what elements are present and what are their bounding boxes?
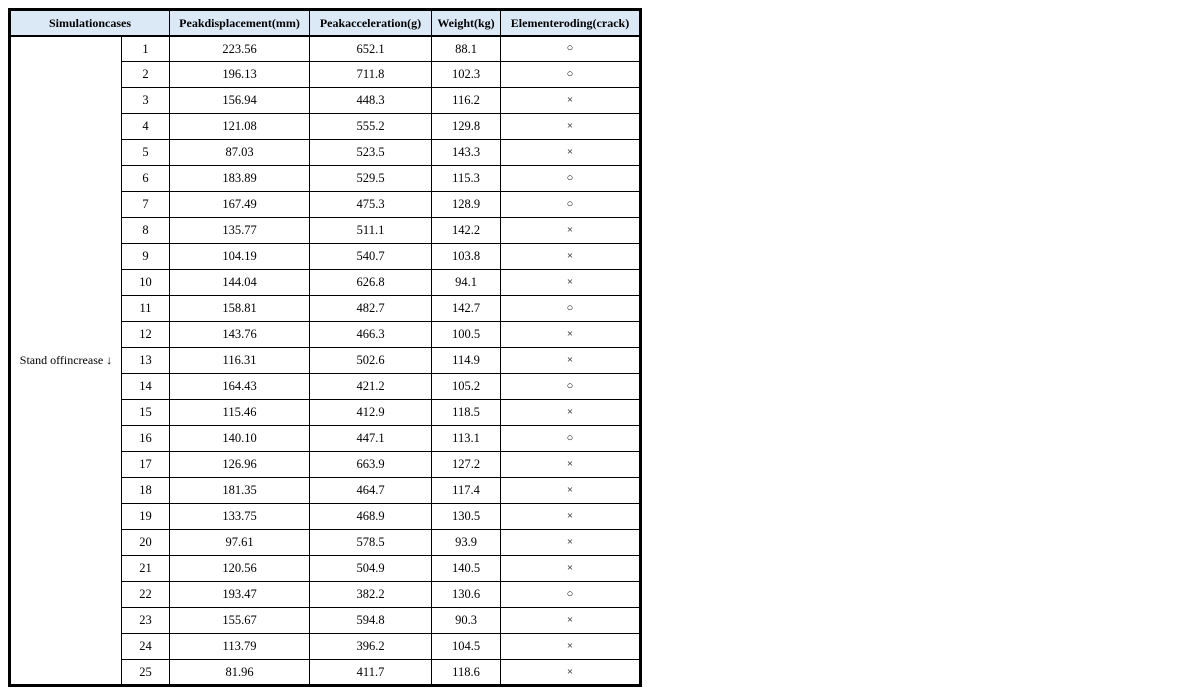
cell-case: 19: [122, 504, 170, 530]
cell-case: 18: [122, 478, 170, 504]
cell-eroding: ×: [501, 530, 641, 556]
cell-displacement: 87.03: [170, 140, 310, 166]
cell-weight: 140.5: [432, 556, 501, 582]
cell-case: 10: [122, 270, 170, 296]
cell-case: 17: [122, 452, 170, 478]
cell-acceleration: 448.3: [310, 88, 432, 114]
cell-case: 14: [122, 374, 170, 400]
cell-weight: 130.6: [432, 582, 501, 608]
cell-displacement: 164.43: [170, 374, 310, 400]
cell-eroding: ×: [501, 322, 641, 348]
cell-displacement: 113.79: [170, 634, 310, 660]
cell-eroding: ×: [501, 504, 641, 530]
cell-displacement: 81.96: [170, 660, 310, 686]
simulation-results-table: [8, 8, 642, 687]
cell-displacement: 181.35: [170, 478, 310, 504]
cell-weight: 128.9: [432, 192, 501, 218]
cell-case: 15: [122, 400, 170, 426]
table-body: [10, 36, 641, 686]
cell-eroding: ×: [501, 400, 641, 426]
cell-eroding: ×: [501, 608, 641, 634]
cell-case: 20: [122, 530, 170, 556]
cell-weight: 114.9: [432, 348, 501, 374]
cell-displacement: 155.67: [170, 608, 310, 634]
cell-case: 6: [122, 166, 170, 192]
cell-eroding: ×: [501, 660, 641, 686]
cell-displacement: 156.94: [170, 88, 310, 114]
cell-eroding: ×: [501, 114, 641, 140]
cell-displacement: 158.81: [170, 296, 310, 322]
cell-case: 4: [122, 114, 170, 140]
cell-displacement: 193.47: [170, 582, 310, 608]
cell-displacement: 121.08: [170, 114, 310, 140]
cell-case: 23: [122, 608, 170, 634]
cell-eroding: ○: [501, 296, 641, 322]
cell-displacement: 97.61: [170, 530, 310, 556]
cell-displacement: 104.19: [170, 244, 310, 270]
cell-case: 8: [122, 218, 170, 244]
cell-acceleration: 382.2: [310, 582, 432, 608]
cell-displacement: 143.76: [170, 322, 310, 348]
cell-weight: 118.5: [432, 400, 501, 426]
cell-eroding: ×: [501, 140, 641, 166]
cell-weight: 94.1: [432, 270, 501, 296]
cell-displacement: 167.49: [170, 192, 310, 218]
cell-displacement: 116.31: [170, 348, 310, 374]
cell-acceleration: 466.3: [310, 322, 432, 348]
cell-weight: 127.2: [432, 452, 501, 478]
cell-case: 5: [122, 140, 170, 166]
cell-weight: 88.1: [432, 36, 501, 62]
table-row: [10, 36, 641, 62]
cell-acceleration: 663.9: [310, 452, 432, 478]
cell-eroding: ○: [501, 192, 641, 218]
cell-case: 2: [122, 62, 170, 88]
cell-acceleration: 652.1: [310, 36, 432, 62]
cell-case: 22: [122, 582, 170, 608]
cell-weight: 117.4: [432, 478, 501, 504]
cell-acceleration: 578.5: [310, 530, 432, 556]
cell-displacement: 133.75: [170, 504, 310, 530]
cell-case: 21: [122, 556, 170, 582]
cell-eroding: ○: [501, 426, 641, 452]
cell-weight: 116.2: [432, 88, 501, 114]
cell-weight: 93.9: [432, 530, 501, 556]
cell-weight: 130.5: [432, 504, 501, 530]
cell-acceleration: 482.7: [310, 296, 432, 322]
cell-acceleration: 540.7: [310, 244, 432, 270]
cell-acceleration: 711.8: [310, 62, 432, 88]
cell-displacement: 140.10: [170, 426, 310, 452]
cell-eroding: ×: [501, 218, 641, 244]
cell-displacement: 135.77: [170, 218, 310, 244]
cell-weight: 90.3: [432, 608, 501, 634]
cell-weight: 129.8: [432, 114, 501, 140]
cell-eroding: ×: [501, 478, 641, 504]
cell-acceleration: 475.3: [310, 192, 432, 218]
cell-acceleration: 412.9: [310, 400, 432, 426]
cell-displacement: 120.56: [170, 556, 310, 582]
cell-weight: 118.6: [432, 660, 501, 686]
cell-case: 3: [122, 88, 170, 114]
cell-case: 11: [122, 296, 170, 322]
cell-eroding: ○: [501, 166, 641, 192]
cell-case: 9: [122, 244, 170, 270]
cell-acceleration: 502.6: [310, 348, 432, 374]
cell-weight: 104.5: [432, 634, 501, 660]
cell-acceleration: 421.2: [310, 374, 432, 400]
row-group-label: Stand offincrease ↓: [10, 36, 122, 686]
cell-eroding: ×: [501, 634, 641, 660]
cell-acceleration: 464.7: [310, 478, 432, 504]
cell-acceleration: 504.9: [310, 556, 432, 582]
cell-acceleration: 447.1: [310, 426, 432, 452]
cell-acceleration: 396.2: [310, 634, 432, 660]
cell-displacement: 126.96: [170, 452, 310, 478]
cell-case: 16: [122, 426, 170, 452]
cell-weight: 115.3: [432, 166, 501, 192]
cell-weight: 100.5: [432, 322, 501, 348]
cell-displacement: 196.13: [170, 62, 310, 88]
cell-acceleration: 555.2: [310, 114, 432, 140]
header-peak-acceleration: Peakacceleration(g): [310, 10, 432, 36]
cell-displacement: 183.89: [170, 166, 310, 192]
cell-case: 24: [122, 634, 170, 660]
cell-displacement: 115.46: [170, 400, 310, 426]
cell-acceleration: 523.5: [310, 140, 432, 166]
cell-case: 25: [122, 660, 170, 686]
cell-weight: 142.2: [432, 218, 501, 244]
header-element-eroding: Elementeroding(crack): [501, 10, 641, 36]
cell-eroding: ○: [501, 62, 641, 88]
cell-case: 7: [122, 192, 170, 218]
cell-eroding: ○: [501, 582, 641, 608]
cell-acceleration: 594.8: [310, 608, 432, 634]
cell-acceleration: 411.7: [310, 660, 432, 686]
cell-acceleration: 511.1: [310, 218, 432, 244]
table-header: [10, 10, 641, 36]
cell-case: 1: [122, 36, 170, 62]
header-weight: Weight(kg): [432, 10, 501, 36]
cell-displacement: 144.04: [170, 270, 310, 296]
cell-weight: 102.3: [432, 62, 501, 88]
header-simulation-cases: Simulationcases: [10, 10, 170, 36]
cell-weight: 142.7: [432, 296, 501, 322]
cell-weight: 103.8: [432, 244, 501, 270]
cell-case: 12: [122, 322, 170, 348]
cell-displacement: 223.56: [170, 36, 310, 62]
cell-acceleration: 529.5: [310, 166, 432, 192]
cell-acceleration: 468.9: [310, 504, 432, 530]
cell-eroding: ×: [501, 348, 641, 374]
cell-weight: 143.3: [432, 140, 501, 166]
cell-eroding: ×: [501, 556, 641, 582]
cell-acceleration: 626.8: [310, 270, 432, 296]
cell-weight: 105.2: [432, 374, 501, 400]
cell-eroding: ×: [501, 88, 641, 114]
cell-eroding: ×: [501, 270, 641, 296]
cell-eroding: ○: [501, 36, 641, 62]
cell-weight: 113.1: [432, 426, 501, 452]
cell-eroding: ×: [501, 244, 641, 270]
header-row: [10, 10, 641, 36]
cell-eroding: ×: [501, 452, 641, 478]
cell-eroding: ○: [501, 374, 641, 400]
cell-case: 13: [122, 348, 170, 374]
header-peak-displacement: Peakdisplacement(mm): [170, 10, 310, 36]
